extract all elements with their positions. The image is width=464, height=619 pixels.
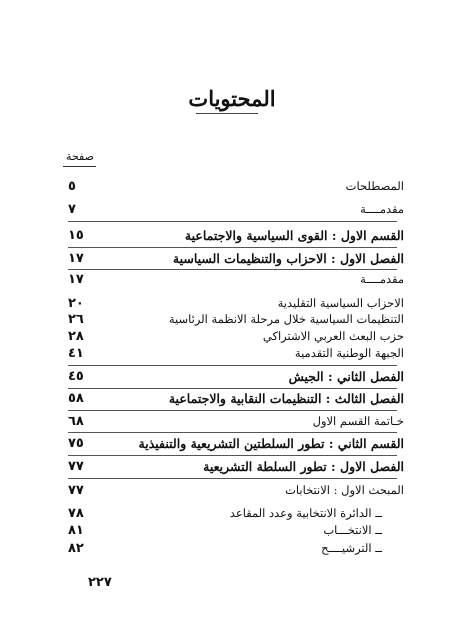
entry-title: الفصل الاول : الاحزاب والتنظيمات السياسية <box>172 251 404 266</box>
toc-entry <box>0 295 464 312</box>
toc-entry <box>0 271 464 288</box>
entry-title: مقدمــــة <box>360 272 404 286</box>
toc-entry <box>0 328 464 345</box>
toc-entry <box>0 368 464 385</box>
entry-title: ــ الترشيــــح <box>321 541 382 555</box>
page-number: ٢٢٧ <box>88 575 112 590</box>
toc-entry <box>0 227 464 244</box>
entry-title: الفصل الاول : تطور السلطة التشريعية <box>203 459 404 474</box>
page-title: المحتويات <box>188 86 276 111</box>
entry-title: ــ الدائرة الانتخابية وعدد المقاعد <box>229 506 382 520</box>
entry-page: ٧ <box>68 202 76 217</box>
toc-entry <box>0 311 464 328</box>
entry-page: ٤١ <box>68 346 84 361</box>
entry-page: ٢٠ <box>68 296 84 311</box>
separator-line <box>68 432 397 433</box>
entry-title: خـاتمة القسم الاول <box>312 414 404 428</box>
separator-line <box>68 455 397 456</box>
entry-title: حزب البعث العربي الاشتراكي <box>262 329 404 343</box>
separator-line <box>68 221 397 222</box>
entry-title: مقدمــــة <box>360 202 404 216</box>
entry-page: ٤٥ <box>68 369 84 384</box>
entry-title: الاحزاب السياسية التقليدية <box>277 296 404 310</box>
separator-line <box>68 410 397 411</box>
entry-page: ٧٧ <box>68 459 84 474</box>
entry-page: ٨٢ <box>68 541 84 556</box>
entry-title: المصطلحات <box>345 179 404 193</box>
entry-title: الفصل الثاني : الجيش <box>288 369 404 384</box>
entry-title: الفصل الثالث : التنظيمات النقابية والاجتماعية <box>168 391 404 406</box>
toc-entry <box>0 458 464 475</box>
toc-entry <box>0 178 464 195</box>
entry-title: ــ الانتخـــاب <box>323 523 382 537</box>
entry-page: ١٧ <box>68 251 84 266</box>
entry-title: التنظيمات السياسية خلال مرحلة الانظمة الرئاسية <box>168 312 404 326</box>
entry-page: ٥٨ <box>68 391 84 406</box>
entry-title: القسم الثاني : تطور السلطتين التشريعية والتنفيذية <box>138 436 404 451</box>
entry-page: ٧٨ <box>68 506 84 521</box>
entry-title: الجبهة الوطنية التقدمية <box>294 346 404 360</box>
toc-entry <box>0 522 464 539</box>
entry-page: ٥ <box>68 179 76 194</box>
entry-page: ٧٧ <box>68 483 84 498</box>
toc-entry <box>0 390 464 407</box>
toc-entry <box>0 540 464 557</box>
toc-entry <box>0 250 464 267</box>
toc-entry <box>0 482 464 499</box>
entry-title: المبحث الاول : الانتخابات <box>285 483 404 497</box>
entry-title: القسم الاول : القوى السياسية والاجتماعية <box>184 228 404 243</box>
entry-page: ٢٦ <box>68 312 84 327</box>
separator-line <box>68 478 397 479</box>
toc-entry <box>0 345 464 362</box>
toc-entry <box>0 201 464 218</box>
entry-page: ٨١ <box>68 523 84 538</box>
separator-line <box>68 269 397 270</box>
separator-line <box>68 388 397 389</box>
separator-line <box>68 365 397 366</box>
entry-page: ٧٥ <box>68 436 84 451</box>
entry-page: ١٧ <box>68 272 84 287</box>
entry-page: ٢٨ <box>68 329 84 344</box>
toc-entry <box>0 413 464 430</box>
entry-page: ١٥ <box>68 228 84 243</box>
entry-page: ٦٨ <box>68 414 84 429</box>
separator-line <box>68 247 397 248</box>
toc-entry <box>0 505 464 522</box>
toc-entry <box>0 435 464 452</box>
page-column-header: صفحة <box>66 150 94 163</box>
